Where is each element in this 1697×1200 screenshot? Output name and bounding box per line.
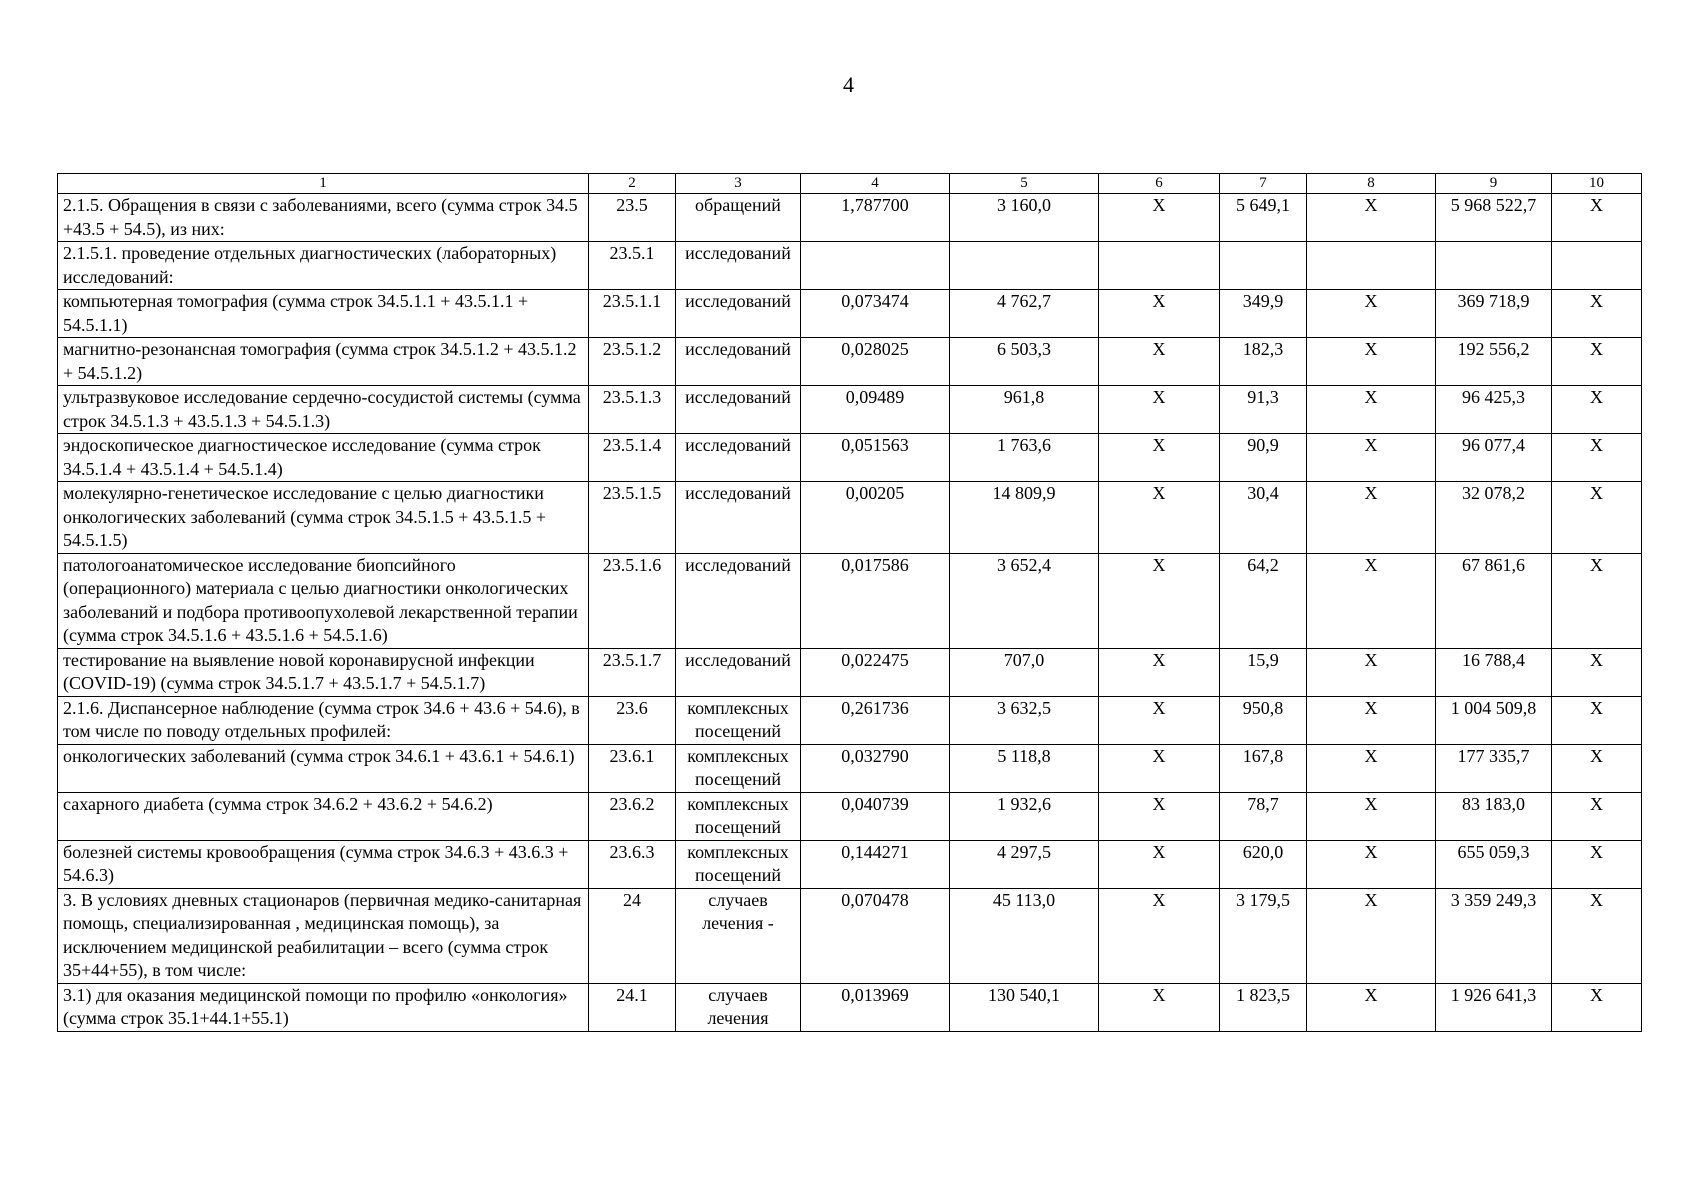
- row-unit-cell: исследований: [676, 386, 801, 434]
- value-cell-col6: Х: [1099, 338, 1220, 386]
- value-cell-col6: Х: [1099, 194, 1220, 242]
- value-cell-col5: 3 632,5: [950, 696, 1099, 744]
- value-cell-col6: Х: [1099, 553, 1220, 648]
- value-cell-col9: [1436, 242, 1552, 290]
- value-cell-col6: Х: [1099, 434, 1220, 482]
- column-number: 3: [676, 174, 801, 194]
- row-name-cell: 2.1.5. Обращения в связи с заболеваниями, всего (сумма строк 34.5 +43.5 + 54.5), из них:: [58, 194, 589, 242]
- value-cell-col8: Х: [1307, 482, 1436, 554]
- value-cell-col8: Х: [1307, 290, 1436, 338]
- value-cell-col5: 5 118,8: [950, 744, 1099, 792]
- value-cell-col7: 91,3: [1220, 386, 1307, 434]
- row-code-cell: 23.5.1.1: [589, 290, 676, 338]
- value-cell-col4: 0,00205: [801, 482, 950, 554]
- column-number-row: [58, 174, 1642, 194]
- table-row: [58, 888, 1642, 983]
- value-cell-col6: Х: [1099, 792, 1220, 840]
- value-cell-col9: 3 359 249,3: [1436, 888, 1552, 983]
- value-cell-col6: [1099, 242, 1220, 290]
- value-cell-col6: Х: [1099, 744, 1220, 792]
- value-cell-col8: Х: [1307, 840, 1436, 888]
- value-cell-col7: 620,0: [1220, 840, 1307, 888]
- value-cell-col10: Х: [1552, 648, 1642, 696]
- value-cell-col5: 707,0: [950, 648, 1099, 696]
- value-cell-col4: 0,032790: [801, 744, 950, 792]
- value-cell-col4: 0,144271: [801, 840, 950, 888]
- table-row: [58, 386, 1642, 434]
- row-name-cell: 3. В условиях дневных стационаров (первичная медико-санитарная помощь, специализированная , медицинская помощь), за исключением медицинской реабилитации – всего (сумма строк 35+44+55), в том числе:: [58, 888, 589, 983]
- value-cell-col7: 1 823,5: [1220, 983, 1307, 1031]
- row-unit-cell: исследований: [676, 482, 801, 554]
- value-cell-col4: 0,070478: [801, 888, 950, 983]
- value-cell-col7: 90,9: [1220, 434, 1307, 482]
- value-cell-col7: 30,4: [1220, 482, 1307, 554]
- value-cell-col6: Х: [1099, 983, 1220, 1031]
- value-cell-col10: Х: [1552, 840, 1642, 888]
- value-cell-col5: 45 113,0: [950, 888, 1099, 983]
- value-cell-col10: Х: [1552, 482, 1642, 554]
- value-cell-col9: 5 968 522,7: [1436, 194, 1552, 242]
- value-cell-col8: Х: [1307, 648, 1436, 696]
- value-cell-col9: 16 788,4: [1436, 648, 1552, 696]
- value-cell-col4: 0,022475: [801, 648, 950, 696]
- row-name-cell: молекулярно-генетическое исследование с целью диагностики онкологических заболеваний (сумма строк 34.5.1.5 + 43.5.1.5 + 54.5.1.5): [58, 482, 589, 554]
- value-cell-col9: 32 078,2: [1436, 482, 1552, 554]
- row-name-cell: эндоскопическое диагностическое исследование (сумма строк 34.5.1.4 + 43.5.1.4 + 54.5.1.4): [58, 434, 589, 482]
- value-cell-col9: 1 004 509,8: [1436, 696, 1552, 744]
- column-number: 9: [1436, 174, 1552, 194]
- value-cell-col5: 961,8: [950, 386, 1099, 434]
- value-cell-col8: Х: [1307, 744, 1436, 792]
- table-row: [58, 290, 1642, 338]
- value-cell-col4: 0,051563: [801, 434, 950, 482]
- value-cell-col6: Х: [1099, 482, 1220, 554]
- row-unit-cell: исследований: [676, 553, 801, 648]
- row-name-cell: онкологических заболеваний (сумма строк 34.6.1 + 43.6.1 + 54.6.1): [58, 744, 589, 792]
- row-code-cell: 24: [589, 888, 676, 983]
- value-cell-col9: 192 556,2: [1436, 338, 1552, 386]
- row-code-cell: 23.5.1: [589, 242, 676, 290]
- value-cell-col10: Х: [1552, 696, 1642, 744]
- value-cell-col10: Х: [1552, 744, 1642, 792]
- table-row: [58, 696, 1642, 744]
- value-cell-col8: Х: [1307, 194, 1436, 242]
- value-cell-col10: Х: [1552, 338, 1642, 386]
- row-name-cell: ультразвуковое исследование сердечно-сосудистой системы (сумма строк 34.5.1.3 + 43.5.1.3 + 54.5.1.3): [58, 386, 589, 434]
- value-cell-col6: Х: [1099, 648, 1220, 696]
- value-cell-col4: 0,013969: [801, 983, 950, 1031]
- value-cell-col9: 96 425,3: [1436, 386, 1552, 434]
- row-code-cell: 23.6.1: [589, 744, 676, 792]
- data-table: [57, 173, 1642, 1032]
- value-cell-col8: Х: [1307, 338, 1436, 386]
- value-cell-col7: 3 179,5: [1220, 888, 1307, 983]
- value-cell-col8: Х: [1307, 792, 1436, 840]
- value-cell-col7: 167,8: [1220, 744, 1307, 792]
- table-row: [58, 242, 1642, 290]
- row-code-cell: 23.6: [589, 696, 676, 744]
- row-unit-cell: случаев лечения -: [676, 888, 801, 983]
- page-number: 4: [843, 72, 854, 97]
- value-cell-col6: Х: [1099, 888, 1220, 983]
- value-cell-col9: 369 718,9: [1436, 290, 1552, 338]
- value-cell-col8: Х: [1307, 888, 1436, 983]
- column-number: 7: [1220, 174, 1307, 194]
- value-cell-col5: 3 652,4: [950, 553, 1099, 648]
- value-cell-col4: 0,017586: [801, 553, 950, 648]
- value-cell-col4: 0,028025: [801, 338, 950, 386]
- column-number: 2: [589, 174, 676, 194]
- value-cell-col4: [801, 242, 950, 290]
- value-cell-col7: 182,3: [1220, 338, 1307, 386]
- row-code-cell: 24.1: [589, 983, 676, 1031]
- row-name-cell: тестирование на выявление новой коронавирусной инфекции (COVID-19) (сумма строк 34.5.1.7 + 43.5.1.7 + 54.5.1.7): [58, 648, 589, 696]
- row-name-cell: патологоанатомическое исследование биопсийного (операционного) материала с целью диагностики онкологических заболеваний и подбора противоопухолевой лекарственной терапии (сумма строк 34.5.1.6 + 43.5.1.6 + 54.5.1.6): [58, 553, 589, 648]
- row-unit-cell: комплексных посещений: [676, 792, 801, 840]
- value-cell-col10: Х: [1552, 194, 1642, 242]
- column-number: 1: [58, 174, 589, 194]
- row-name-cell: магнитно-резонансная томография (сумма строк 34.5.1.2 + 43.5.1.2 + 54.5.1.2): [58, 338, 589, 386]
- value-cell-col5: 4 297,5: [950, 840, 1099, 888]
- row-name-cell: компьютерная томография (сумма строк 34.5.1.1 + 43.5.1.1 + 54.5.1.1): [58, 290, 589, 338]
- row-code-cell: 23.5: [589, 194, 676, 242]
- value-cell-col10: Х: [1552, 386, 1642, 434]
- row-unit-cell: комплексных посещений: [676, 696, 801, 744]
- value-cell-col10: Х: [1552, 553, 1642, 648]
- table-row: [58, 434, 1642, 482]
- table-row: [58, 792, 1642, 840]
- value-cell-col7: 15,9: [1220, 648, 1307, 696]
- table-row: [58, 482, 1642, 554]
- row-code-cell: 23.5.1.5: [589, 482, 676, 554]
- value-cell-col8: Х: [1307, 386, 1436, 434]
- row-name-cell: болезней системы кровообращения (сумма строк 34.6.3 + 43.6.3 + 54.6.3): [58, 840, 589, 888]
- value-cell-col10: [1552, 242, 1642, 290]
- row-unit-cell: исследований: [676, 648, 801, 696]
- value-cell-col10: Х: [1552, 792, 1642, 840]
- value-cell-col8: Х: [1307, 553, 1436, 648]
- row-name-cell: сахарного диабета (сумма строк 34.6.2 + 43.6.2 + 54.6.2): [58, 792, 589, 840]
- row-code-cell: 23.5.1.2: [589, 338, 676, 386]
- value-cell-col8: [1307, 242, 1436, 290]
- row-unit-cell: исследований: [676, 434, 801, 482]
- value-cell-col5: 14 809,9: [950, 482, 1099, 554]
- row-code-cell: 23.5.1.7: [589, 648, 676, 696]
- table-row: [58, 648, 1642, 696]
- value-cell-col6: Х: [1099, 290, 1220, 338]
- value-cell-col10: Х: [1552, 888, 1642, 983]
- row-unit-cell: обращений: [676, 194, 801, 242]
- value-cell-col5: 130 540,1: [950, 983, 1099, 1031]
- row-name-cell: 2.1.6. Диспансерное наблюдение (сумма строк 34.6 + 43.6 + 54.6), в том числе по поводу отдельных профилей:: [58, 696, 589, 744]
- value-cell-col7: 349,9: [1220, 290, 1307, 338]
- value-cell-col4: 0,073474: [801, 290, 950, 338]
- column-number: 10: [1552, 174, 1642, 194]
- value-cell-col6: Х: [1099, 386, 1220, 434]
- value-cell-col6: Х: [1099, 840, 1220, 888]
- value-cell-col4: 0,261736: [801, 696, 950, 744]
- value-cell-col7: 64,2: [1220, 553, 1307, 648]
- value-cell-col4: 1,787700: [801, 194, 950, 242]
- value-cell-col10: Х: [1552, 290, 1642, 338]
- value-cell-col7: 5 649,1: [1220, 194, 1307, 242]
- row-code-cell: 23.5.1.6: [589, 553, 676, 648]
- value-cell-col7: 78,7: [1220, 792, 1307, 840]
- value-cell-col9: 655 059,3: [1436, 840, 1552, 888]
- value-cell-col5: 3 160,0: [950, 194, 1099, 242]
- value-cell-col4: 0,040739: [801, 792, 950, 840]
- row-unit-cell: случаев лечения: [676, 983, 801, 1031]
- value-cell-col5: 4 762,7: [950, 290, 1099, 338]
- value-cell-col5: [950, 242, 1099, 290]
- value-cell-col7: [1220, 242, 1307, 290]
- value-cell-col9: 67 861,6: [1436, 553, 1552, 648]
- row-code-cell: 23.5.1.3: [589, 386, 676, 434]
- row-unit-cell: комплексных посещений: [676, 744, 801, 792]
- value-cell-col8: Х: [1307, 696, 1436, 744]
- value-cell-col9: 1 926 641,3: [1436, 983, 1552, 1031]
- row-name-cell: 2.1.5.1. проведение отдельных диагностических (лабораторных) исследований:: [58, 242, 589, 290]
- value-cell-col8: Х: [1307, 434, 1436, 482]
- table-row: [58, 744, 1642, 792]
- column-number: 4: [801, 174, 950, 194]
- row-name-cell: 3.1) для оказания медицинской помощи по профилю «онкология» (сумма строк 35.1+44.1+55.1): [58, 983, 589, 1031]
- row-code-cell: 23.6.2: [589, 792, 676, 840]
- value-cell-col6: Х: [1099, 696, 1220, 744]
- table-row: [58, 840, 1642, 888]
- row-unit-cell: исследований: [676, 290, 801, 338]
- value-cell-col10: Х: [1552, 434, 1642, 482]
- row-unit-cell: комплексных посещений: [676, 840, 801, 888]
- column-number: 8: [1307, 174, 1436, 194]
- table-row: [58, 553, 1642, 648]
- column-number: 5: [950, 174, 1099, 194]
- row-unit-cell: исследований: [676, 338, 801, 386]
- value-cell-col7: 950,8: [1220, 696, 1307, 744]
- table-row: [58, 983, 1642, 1031]
- table-row: [58, 194, 1642, 242]
- table-row: [58, 338, 1642, 386]
- row-unit-cell: исследований: [676, 242, 801, 290]
- value-cell-col9: 177 335,7: [1436, 744, 1552, 792]
- row-code-cell: 23.6.3: [589, 840, 676, 888]
- column-number: 6: [1099, 174, 1220, 194]
- value-cell-col9: 83 183,0: [1436, 792, 1552, 840]
- value-cell-col5: 6 503,3: [950, 338, 1099, 386]
- value-cell-col8: Х: [1307, 983, 1436, 1031]
- value-cell-col10: Х: [1552, 983, 1642, 1031]
- value-cell-col9: 96 077,4: [1436, 434, 1552, 482]
- row-code-cell: 23.5.1.4: [589, 434, 676, 482]
- value-cell-col4: 0,09489: [801, 386, 950, 434]
- value-cell-col5: 1 763,6: [950, 434, 1099, 482]
- value-cell-col5: 1 932,6: [950, 792, 1099, 840]
